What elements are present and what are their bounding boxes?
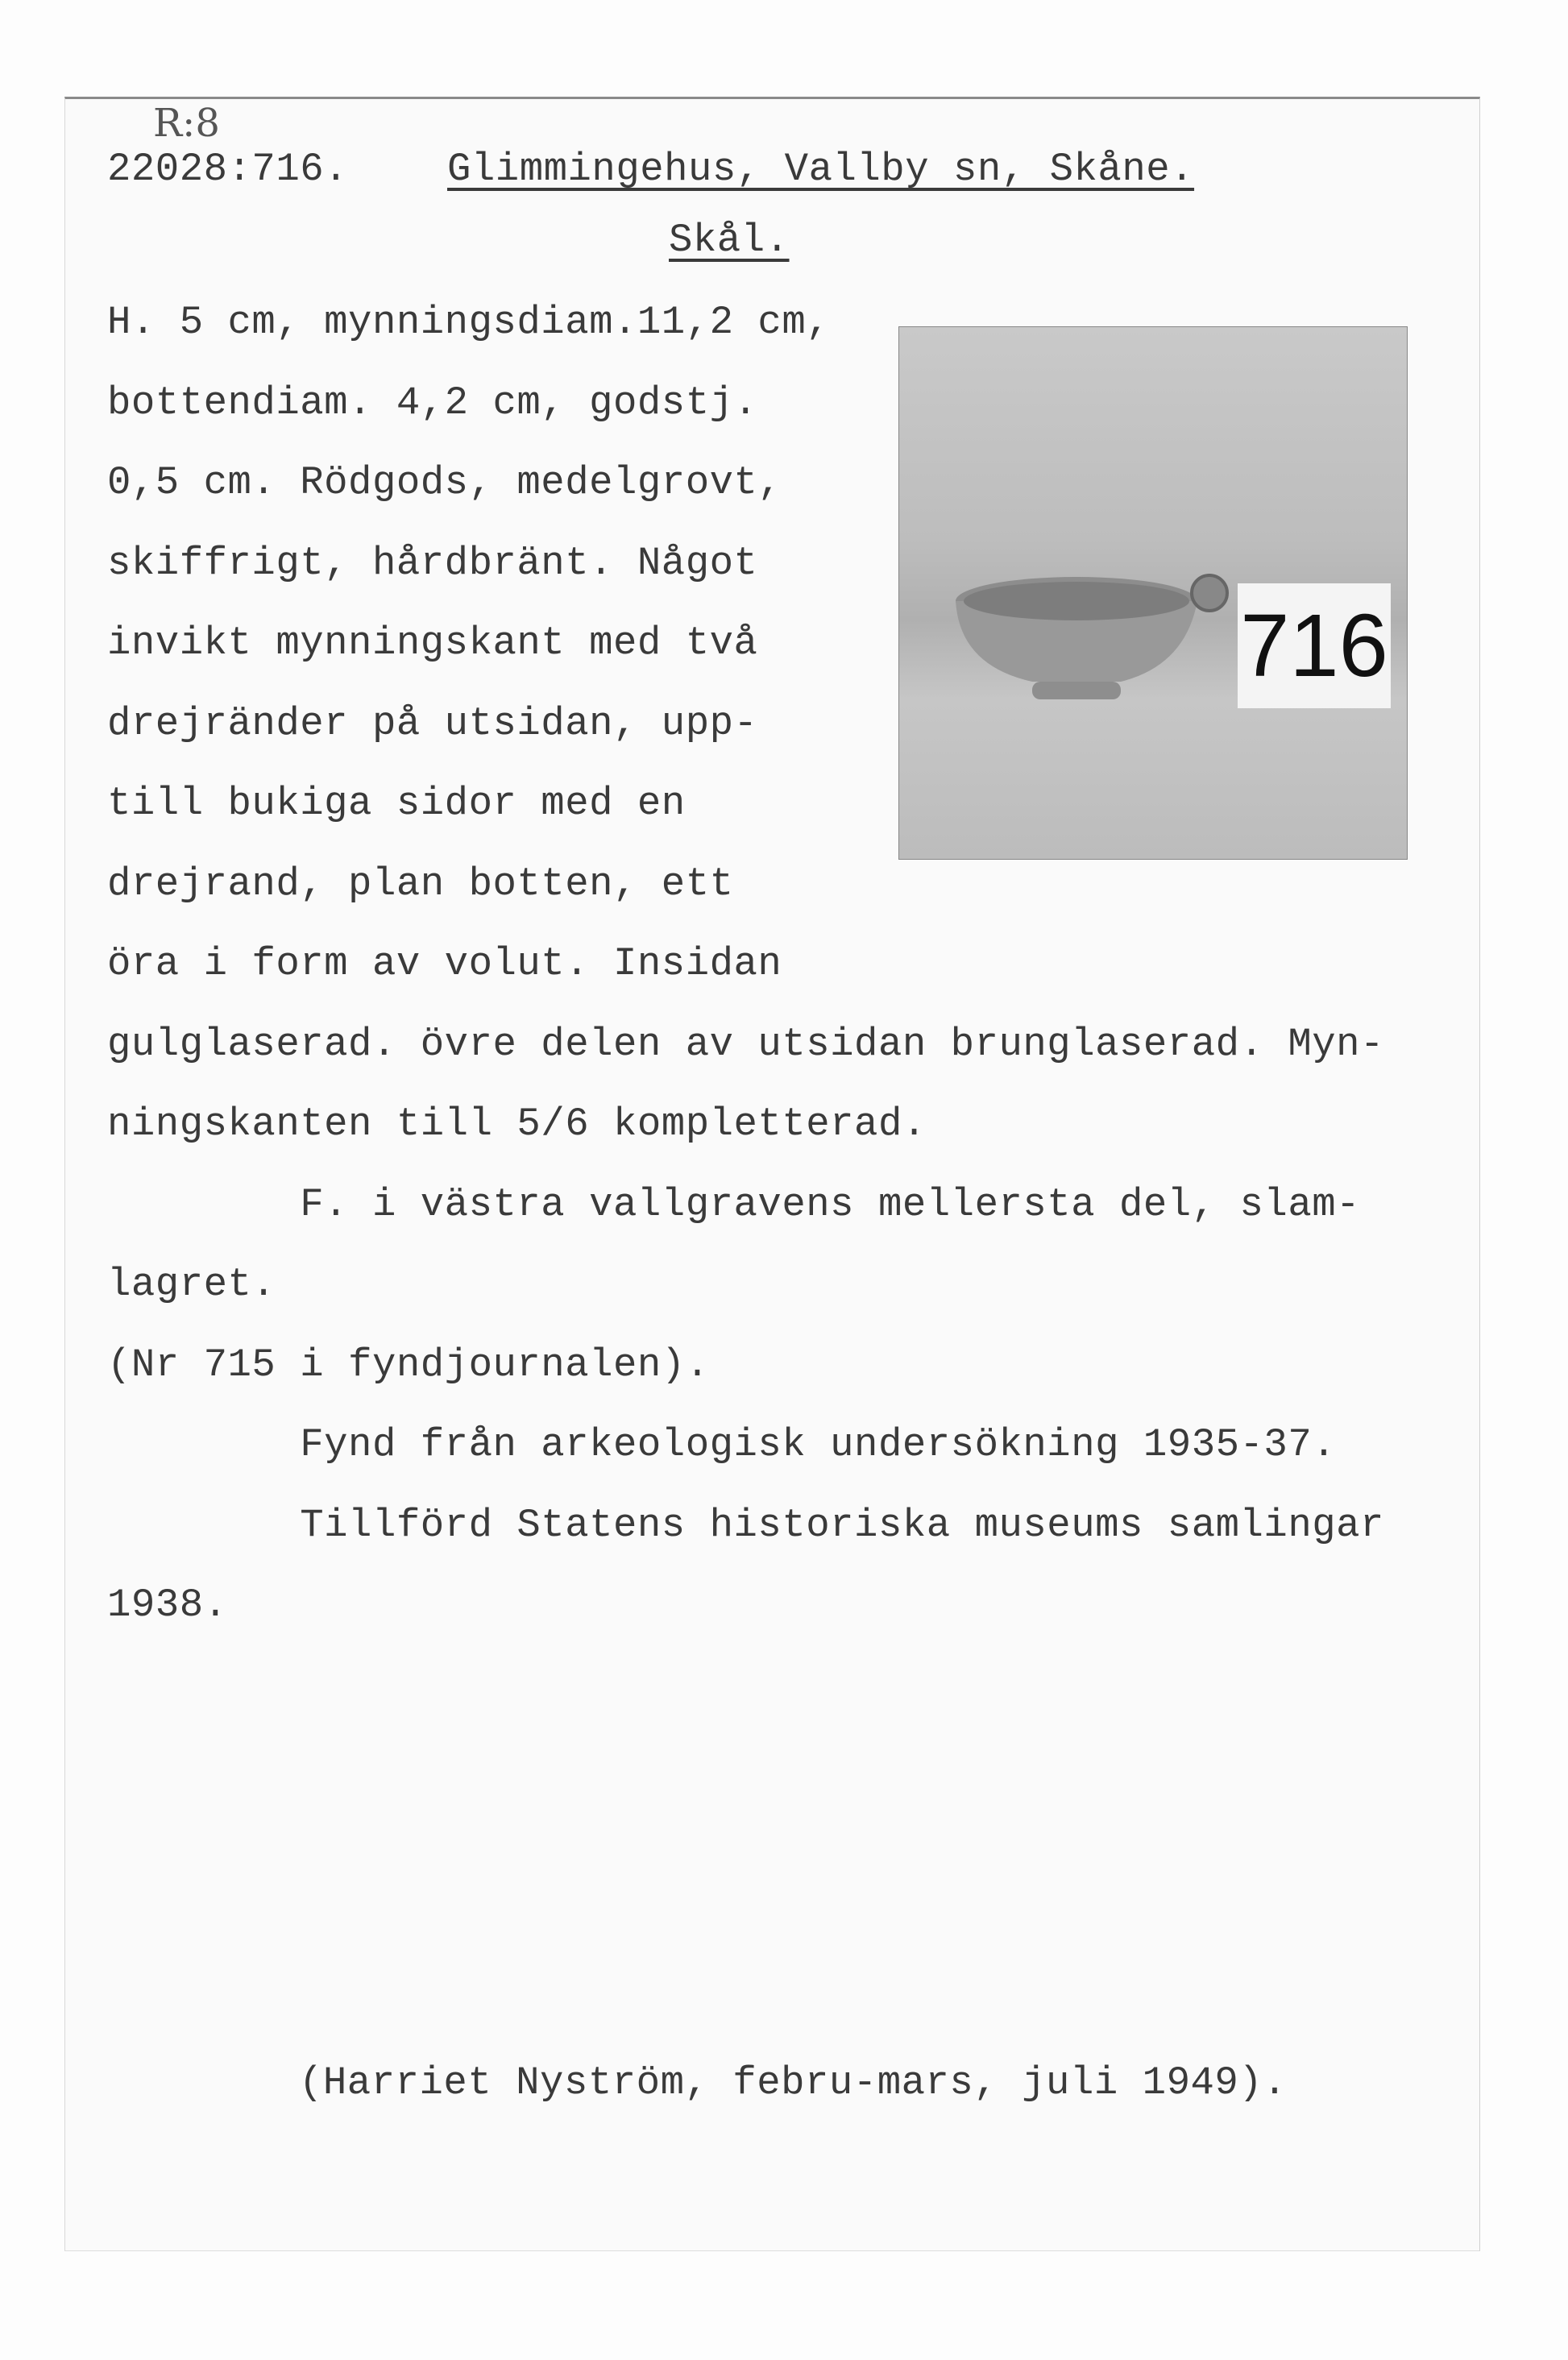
description-line: skiffrigt, hårdbränt. Något [107, 540, 758, 586]
signature-line: (Harriet Nyström, febru-mars, juli 1949). [299, 2060, 1288, 2105]
bowl-image [944, 569, 1234, 706]
location-title: Glimmingehus, Vallby sn, Skåne. [447, 147, 1195, 192]
object-title: Skål. [669, 218, 790, 263]
description-line: öra i form av volut. Insidan [107, 941, 782, 986]
description-line: invikt mynningskant med två [107, 620, 758, 666]
description-line: till bukiga sidor med en [107, 781, 686, 826]
description-line: 0,5 cm. Rödgods, medelgrovt, [107, 460, 782, 505]
description-line: Tillförd Statens historiska museums samlingar [107, 1502, 1384, 1548]
description-line: drejränder på utsidan, upp- [107, 700, 758, 746]
description-line: F. i västra vallgravens mellersta del, slam- [107, 1181, 1361, 1227]
description-line: ningskanten till 5/6 kompletterad. [107, 1101, 927, 1147]
description-line: 1938. [107, 1582, 228, 1628]
catalog-number: 22028:716. [107, 147, 349, 192]
description-line: (Nr 715 i fyndjournalen). [107, 1342, 710, 1387]
stamp-text: R:8 [153, 101, 220, 146]
description-line: lagret. [107, 1262, 276, 1307]
description-line: drejrand, plan botten, ett [107, 861, 734, 906]
description-line: H. 5 cm, mynningsdiam.11,2 cm, [107, 300, 831, 345]
object-photo [898, 326, 1408, 860]
photo-number-label: 716 [1238, 583, 1391, 708]
description-line: Fynd från arkeologisk undersökning 1935-37. [107, 1422, 1337, 1467]
description-line: bottendiam. 4,2 cm, godstj. [107, 380, 758, 425]
description-line: gulglaserad. övre delen av utsidan brunglaserad. Myn- [107, 1021, 1384, 1067]
